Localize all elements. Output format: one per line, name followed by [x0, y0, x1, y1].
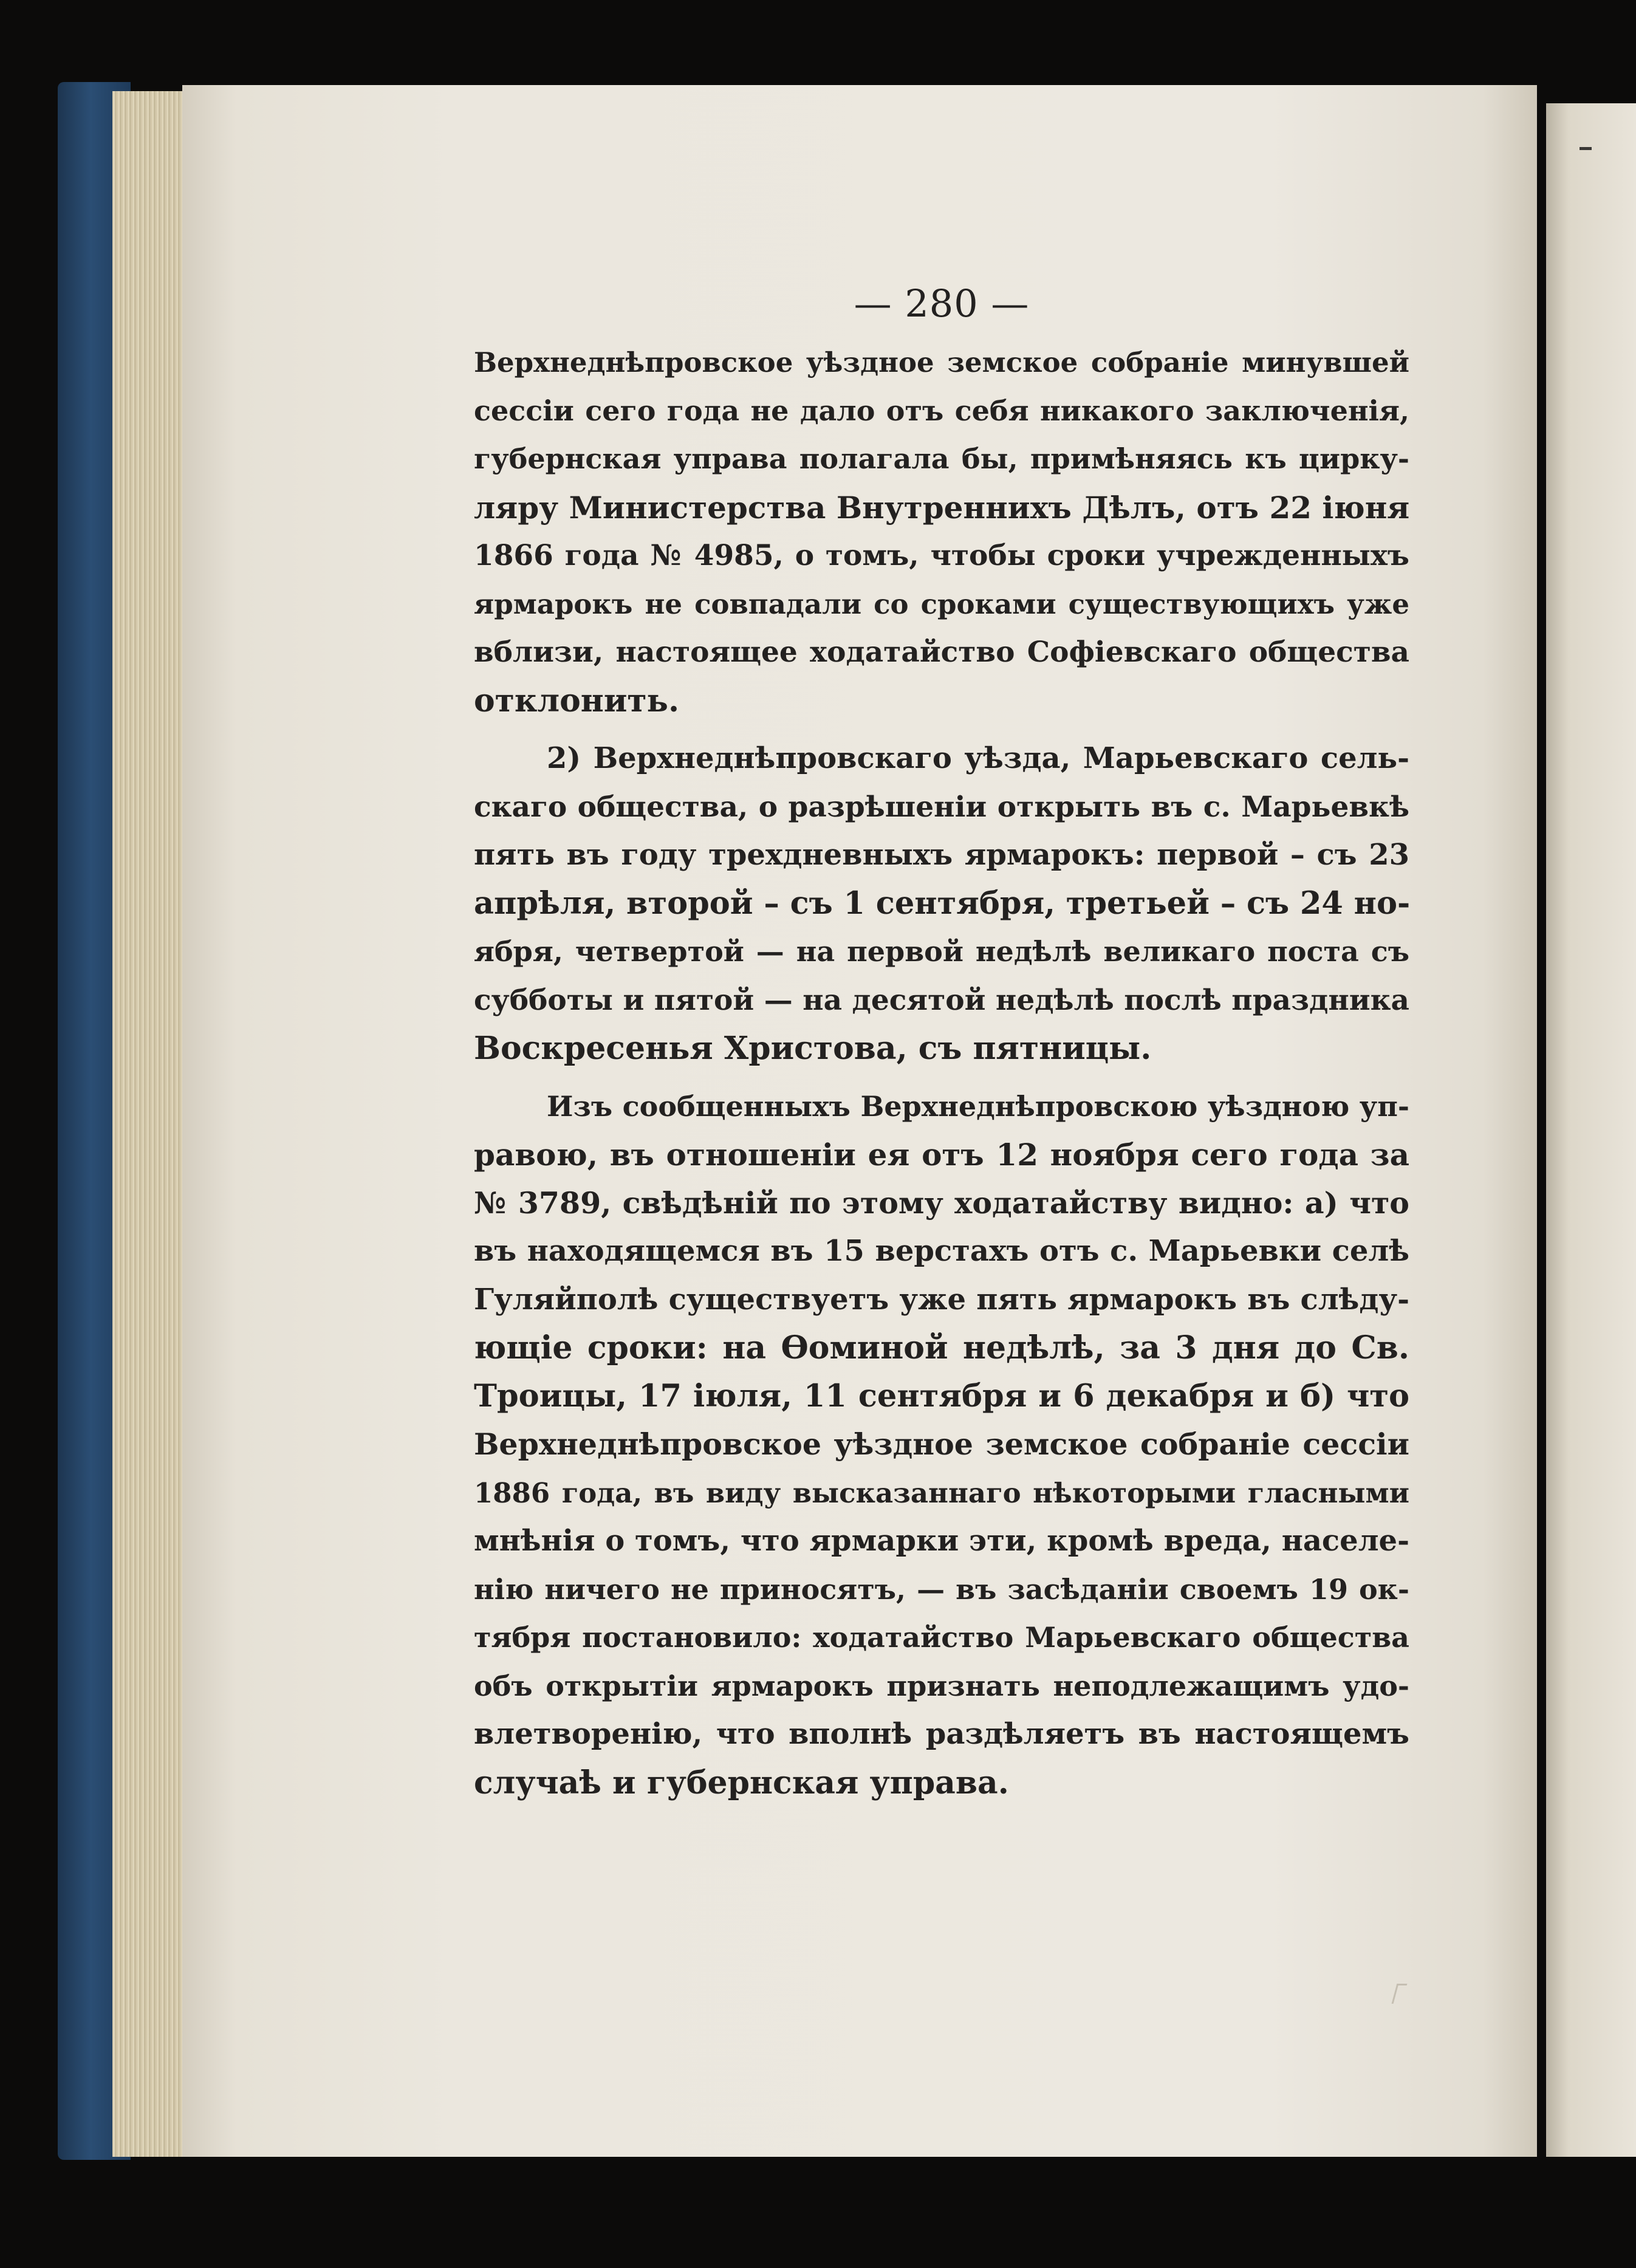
text-line: губернская управа полагала бы, примѣняясь къ цирку-	[474, 442, 1409, 475]
page-stack-edges	[112, 91, 187, 2157]
text-line: 1886 года, въ виду высказаннаго нѣкоторыми гласными	[474, 1476, 1409, 1509]
page-number: — 280 —	[854, 281, 1030, 326]
text-line: отклонить.	[474, 682, 680, 719]
paragraph-gap	[474, 1073, 1409, 1083]
text-line: мнѣнія о томъ, что ярмарки эти, кромѣ вреда, населе-	[474, 1524, 1409, 1558]
text-line: въ находящемся въ 15 верстахъ отъ с. Марьевки селѣ	[474, 1234, 1409, 1268]
paragraph	[474, 1083, 1409, 1807]
text-line: апрѣля, второй – съ 1 сентября, третьей – съ 24 но-	[474, 885, 1411, 922]
text-line: сессіи сего года не дало отъ себя никакого заключенія,	[474, 394, 1409, 427]
text-line: Гуляйполѣ существуетъ уже пять ярмарокъ въ слѣду-	[474, 1282, 1409, 1317]
text-line: влетворенію, что вполнѣ раздѣляетъ въ настоящемъ	[474, 1717, 1409, 1751]
text-line: вблизи, настоящее ходатайство Софіевскаго общества	[474, 636, 1409, 669]
text-line: ярмарокъ не совпадали со сроками существующихъ уже	[474, 588, 1409, 620]
text-line: ября, четвертой — на первой недѣлѣ великаго поста съ	[474, 935, 1409, 968]
text-line: Троицы, 17 іюля, 11 сентября и 6 декабря и б) что	[474, 1377, 1409, 1414]
text-line: Изъ сообщенныхъ Верхнеднѣпровскою уѣздною уп-	[547, 1089, 1409, 1123]
text-line: равою, въ отношеніи ея отъ 12 ноября сего года за	[474, 1137, 1409, 1173]
next-page-edge	[1546, 103, 1636, 2157]
text-line: субботы и пятой — на десятой недѣлѣ послѣ праздника	[474, 983, 1409, 1017]
page-text	[474, 273, 1409, 1807]
text-line: 2) Верхнеднѣпровскаго уѣзда, Марьевскаго сель-	[547, 741, 1409, 775]
next-page-mark	[1580, 147, 1592, 150]
text-line: тября постановило: ходатайство Марьевскаго общества	[474, 1621, 1409, 1654]
text-line: № 3789, свѣдѣній по этому ходатайству видно: а) что	[474, 1185, 1409, 1221]
text-line: скаго общества, о разрѣшеніи открыть въ с. Марьевкѣ	[474, 790, 1409, 824]
text-line: ляру Министерства Внутреннихъ Дѣлъ, отъ 22 іюня	[474, 489, 1410, 526]
paragraph-gap	[474, 725, 1409, 735]
text-line: нію ничего не приносятъ, — въ засѣданіи своемъ 19 ок-	[474, 1572, 1409, 1606]
text-line: Верхнеднѣпровское уѣздное земское собраніе сессіи	[474, 1427, 1409, 1462]
text-line: Воскресенья Христова, съ пятницы.	[474, 1030, 1152, 1067]
text-line: ющіе сроки: на Ѳоминой недѣлѣ, за 3 дня до Св.	[474, 1329, 1409, 1366]
paragraph	[474, 338, 1409, 725]
text-line: объ открытіи ярмарокъ признать неподлежащимъ удо-	[474, 1669, 1409, 1702]
text-line: пять въ году трехдневныхъ ярмарокъ: первой – съ 23	[474, 838, 1409, 872]
text-line: случаѣ и губернская управа.	[474, 1764, 1009, 1801]
paragraph	[474, 735, 1409, 1073]
text-line: 1866 года № 4985, о томъ, чтобы сроки учрежденныхъ	[474, 539, 1409, 572]
text-line: Верхнеднѣпровское уѣздное земское собраніе минувшей	[474, 346, 1409, 379]
